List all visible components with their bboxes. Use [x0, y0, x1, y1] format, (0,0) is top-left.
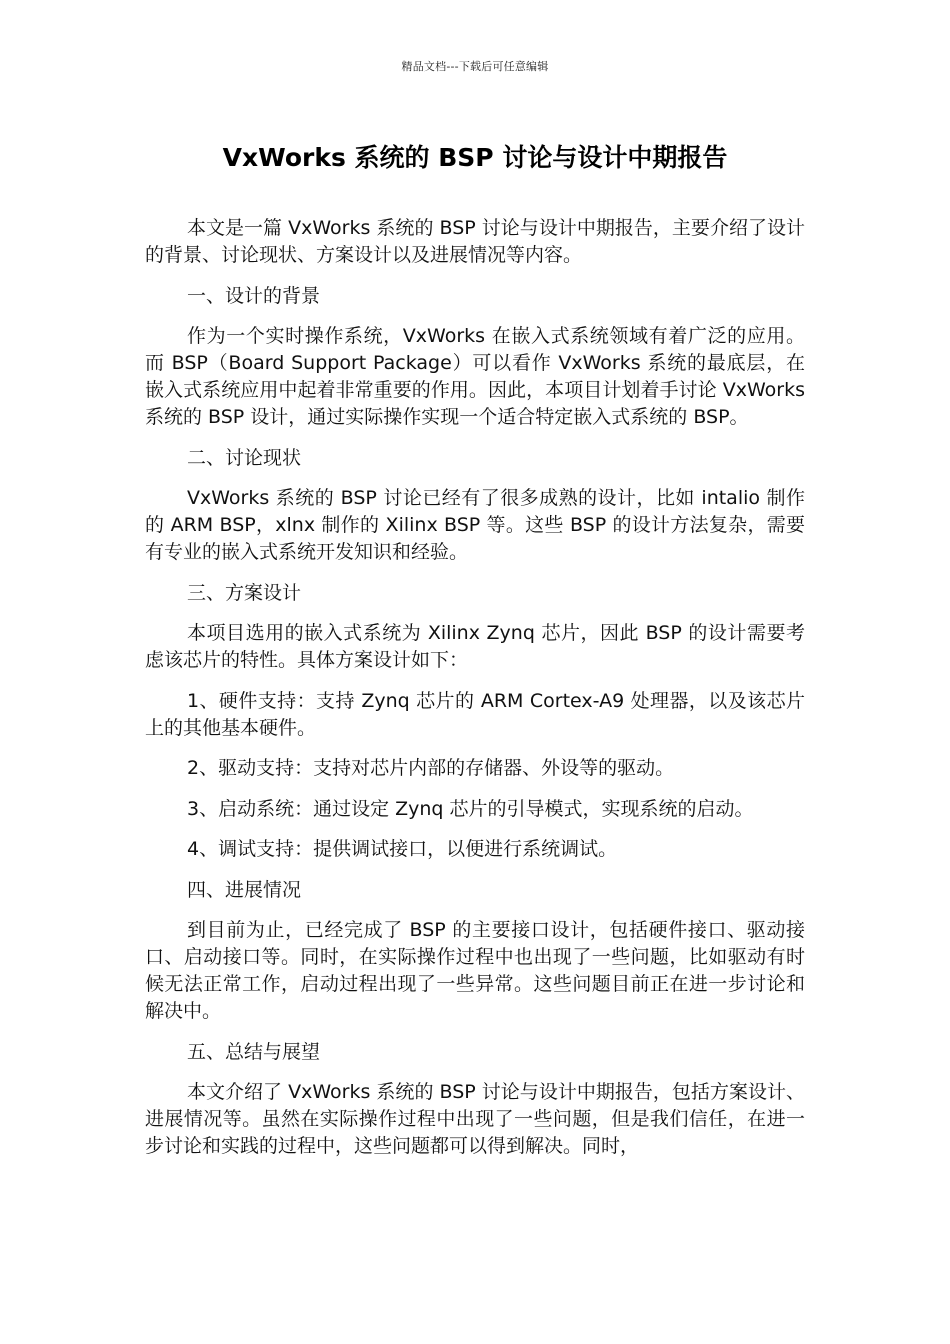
status-paragraph: VxWorks 系统的 BSP 讨论已经有了很多成熟的设计，比如 intalio 制作的 ARM BSP，xlnx 制作的 Xilinx BSP 等。这些 BSP 的设计方法复杂，需要有专业的嵌入式系统开发知识和经验。	[145, 487, 805, 563]
design-item-driver: 2、驱动支持：支持对芯片内部的存储器、外设等的驱动。	[187, 757, 675, 779]
section-heading-background: 一、设计的背景	[187, 284, 321, 307]
design-paragraph: 本项目选用的嵌入式系统为 Xilinx Zynq 芯片，因此 BSP 的设计需要考虑该芯片的特性。具体方案设计如下：	[145, 622, 805, 671]
background-paragraph: 作为一个实时操作系统，VxWorks 在嵌入式系统领域有着广泛的应用。而 BSP（Board Support Package）可以看作 VxWorks 系统的最底层，在嵌入式系统应用中起着非常重要的作用。因此，本项目计划着手讨论 VxWorks 系统的 BSP 设计，通过实际操作实现一个适合特定嵌入式系统的 BSP。	[145, 325, 805, 428]
section-heading-status: 二、讨论现状	[187, 446, 302, 469]
section-heading-progress: 四、进展情况	[187, 878, 302, 901]
section-heading-summary: 五、总结与展望	[187, 1040, 321, 1063]
design-item-hardware: 1、硬件支持：支持 Zynq 芯片的 ARM Cortex-A9 处理器，以及该芯片上的其他基本硬件。	[145, 689, 805, 739]
section-heading-design: 三、方案设计	[187, 581, 302, 604]
header-note: 精品文档---下载后可任意编辑	[401, 60, 549, 73]
design-item-debug: 4、调试支持：提供调试接口，以便进行系统调试。	[187, 838, 618, 860]
summary-paragraph: 本文介绍了 VxWorks 系统的 BSP 讨论与设计中期报告，包括方案设计、进展情况等。虽然在实际操作过程中出现了一些问题，但是我们信任，在进一步讨论和实践的过程中，这些问题都可以得到解决。同时，	[145, 1081, 805, 1157]
progress-paragraph: 到目前为止，已经完成了 BSP 的主要接口设计，包括硬件接口、驱动接口、启动接口等。同时，在实际操作过程中也出现了一些问题，比如驱动有时候无法正常工作，启动过程出现了一些异常。这些问题目前正在进一步讨论和解决中。	[145, 919, 805, 1022]
document-body	[145, 215, 805, 1174]
intro-paragraph: 本文是一篇 VxWorks 系统的 BSP 讨论与设计中期报告，主要介绍了设计的背景、讨论现状、方案设计以及进展情况等内容。	[145, 217, 805, 266]
document-title: VxWorks 系统的 BSP 讨论与设计中期报告	[222, 143, 728, 172]
design-item-boot: 3、启动系统：通过设定 Zynq 芯片的引导模式，实现系统的启动。	[187, 797, 754, 820]
